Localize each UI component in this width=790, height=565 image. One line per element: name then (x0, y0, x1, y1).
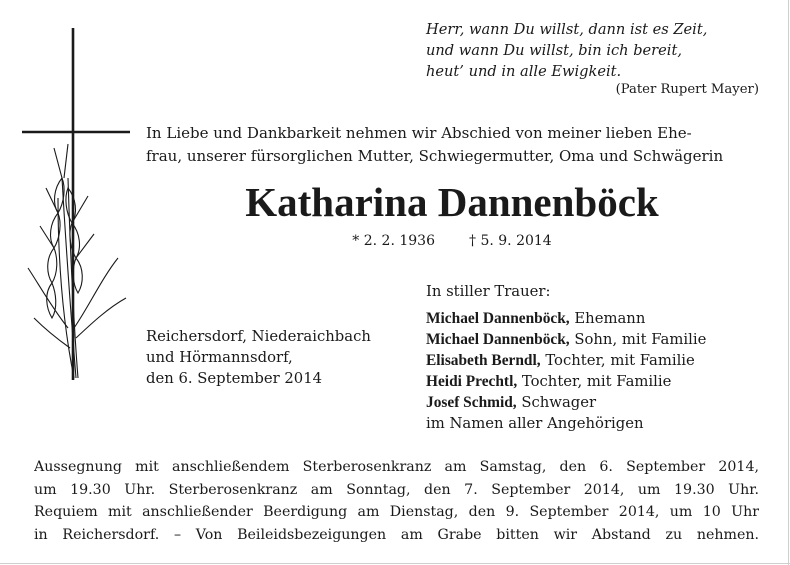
mourner-row (426, 308, 706, 329)
mourner-name: Michael Dannenböck, (426, 331, 570, 348)
announcement-line: Requiem mit anschließender Beerdigung am Dienstag, den 9. September 2014, um 10 Uhr (34, 504, 759, 520)
mourner-name: Michael Dannenböck, (426, 310, 570, 327)
mourner-name: Heidi Prechtl, (426, 373, 518, 390)
funeral-announcement (34, 456, 759, 546)
mourner-relation: Ehemann (569, 310, 646, 327)
mourner-name: Josef Schmid, (426, 394, 517, 411)
mourner-relation: Tochter, mit Familie (540, 352, 695, 369)
announcement-line: um 19.30 Uhr. Sterberosenkranz am Sonntag, den 7. September 2014, um 19.30 Uhr. (34, 481, 759, 498)
mourner-row (426, 329, 706, 350)
mourners-closing: im Namen aller Angehörigen (426, 415, 644, 432)
quote-author: (Pater Rupert Mayer) (615, 82, 759, 97)
intro-line: In Liebe und Dankbarkeit nehmen wir Abschied von meiner lieben Ehe- (146, 124, 692, 142)
mourner-name: Elisabeth Berndl, (426, 352, 541, 369)
quote-line: und wann Du willst, bin ich bereit, (426, 42, 682, 59)
mourner-row (426, 371, 706, 392)
deceased-name: Katharina Dannenböck (245, 179, 659, 225)
mourners-list (426, 281, 706, 434)
announcement-line: Aussegnung mit anschließendem Sterberosenkranz am Samstag, den 6. September 2014, (34, 459, 759, 475)
place-and-date (146, 326, 371, 389)
border-line-bottom (0, 563, 790, 564)
mourner-row (426, 350, 706, 371)
border-line-right (788, 0, 789, 565)
intro-line: frau, unserer fürsorglichen Mutter, Schwiegermutter, Oma und Schwägerin (146, 147, 724, 165)
quote-line: Herr, wann Du willst, dann ist es Zeit, (426, 21, 708, 38)
mourner-row (426, 392, 706, 413)
place-line: und Hörmannsdorf, (146, 349, 293, 366)
quote-line: heut’ und in alle Ewigkeit. (426, 63, 622, 80)
cross-icon (22, 28, 130, 380)
mourner-relation: Tochter, mit Familie (517, 373, 672, 390)
announcement-line: in Reichersdorf. – Von Beileidsbezeigungen am Grabe bitten wir Abstand zu nehmen. (34, 526, 759, 543)
intro-text (146, 122, 758, 168)
mourners-lead: In stiller Trauer: (426, 283, 551, 300)
mourner-relation: Sohn, mit Familie (569, 331, 707, 348)
place-line: Reichersdorf, Niederaichbach (146, 328, 371, 345)
quote-block (426, 19, 758, 82)
life-dates (146, 233, 758, 249)
wheat-ears-icon (28, 144, 126, 378)
death-date: † 5. 9. 2014 (469, 233, 552, 249)
birth-date: * 2. 2. 1936 (352, 233, 435, 249)
cross-with-wheat-icon (18, 28, 158, 388)
date-line: den 6. September 2014 (146, 370, 323, 387)
mourner-relation: Schwager (516, 394, 597, 411)
